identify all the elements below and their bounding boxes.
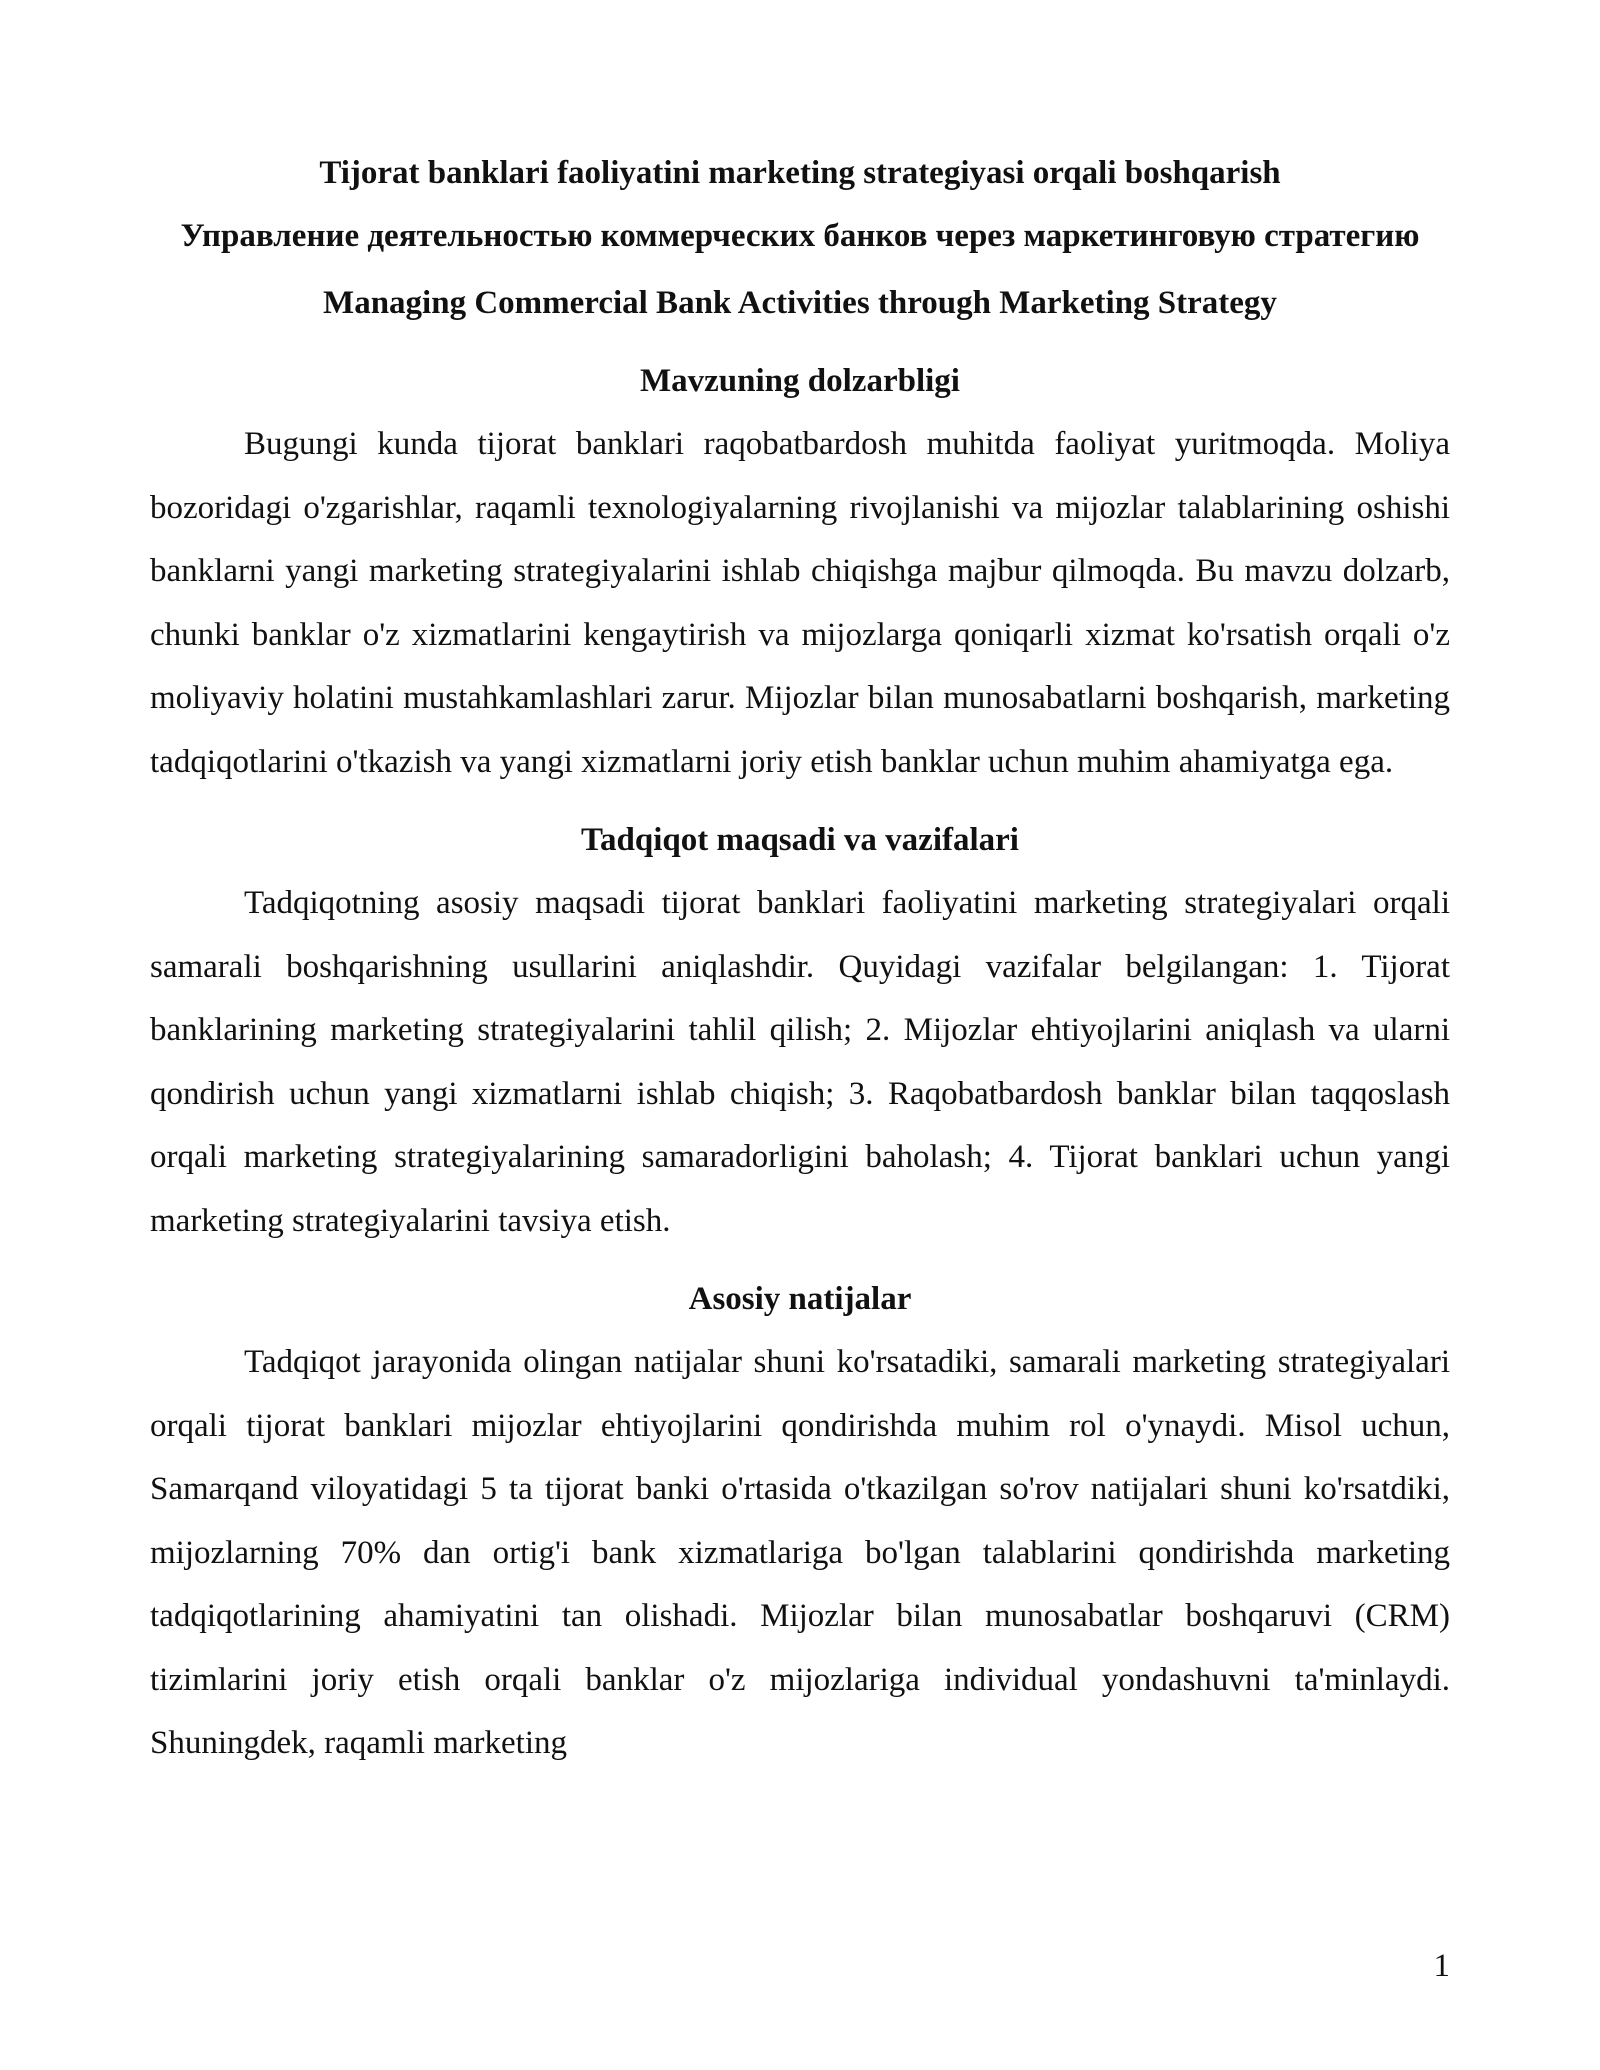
title-english: Managing Commercial Bank Activities through Marketing Strategy [323, 285, 1277, 321]
section-paragraph-results: Tadqiqot jarayonida olingan natijalar shuni ko'rsatadiki, samarali marketing strategiyalari orqali tijorat banklari mijozlar ehtiyojlarini qondirishda muhim rol o'ynaydi. Misol uchun, Samarqand viloyatidagi 5 ta tijorat banki o'rtasida o'tkazilgan so'rov natijalari shuni ko'rsatdiki, mijozlarning 70% dan ortig'i bank xizmatlariga bo'lgan talablarini qondirishda marketing tadqiqotlarining ahamiyatini tan olishadi. Mijozlar bilan munosabatlar boshqaruvi (CRM) tizimlarini joriy etish orqali banklar o'z mijozlariga individual yondashuvni ta'minlaydi. Shuningdek, raqamli marketing [150, 1344, 1450, 1761]
section-heading-relevance: Mavzuning dolzarbligi [640, 363, 960, 399]
section-paragraph-goals: Tadqiqotning asosiy maqsadi tijorat banklari faoliyatini marketing strategiyalari orqali samarali boshqarishning usullarini aniqlashdir. Quyidagi vazifalar belgilangan: 1. Tijorat banklarining marketing strategiyalarini tahlil qilish; 2. Mijozlar ehtiyojlarini aniqlash va ularni qondirish uchun yangi xizmatlarni ishlab chiqish; 3. Raqobatbardosh banklar bilan taqqoslash orqali marketing strategiyalarining samaradorligini baholash; 4. Tijorat banklari uchun yangi marketing strategiyalarini tavsiya etish. [150, 885, 1450, 1239]
document-page [150, 142, 1450, 1776]
section-paragraph-relevance: Bugungi kunda tijorat banklari raqobatbardosh muhitda faoliyat yuritmoqda. Moliya bozoridagi o'zgarishlar, raqamli texnologiyalarning rivojlanishi va mijozlar talablarining oshishi banklarni yangi marketing strategiyalarini ishlab chiqishga majbur qilmoqda. Bu mavzu dolzarb, chunki banklar o'z xizmatlarini kengaytirish va mijozlarga qoniqarli xizmat ko'rsatish orqali o'z moliyaviy holatini mustahkamlashlari zarur. Mijozlar bilan munosabatlarni boshqarish, marketing tadqiqotlarini o'tkazish va yangi xizmatlarni joriy etish banklar uchun muhim ahamiyatga ega. [150, 426, 1450, 780]
title-russian: Управление деятельностью коммерческих банков через маркетинговую стратегию [180, 218, 1420, 254]
section-heading-goals: Tadqiqot maqsadi va vazifalari [581, 822, 1019, 858]
page-number: 1 [1433, 1948, 1450, 1984]
title-uzbek: Tijorat banklari faoliyatini marketing strategiyasi orqali boshqarish [319, 155, 1281, 191]
section-heading-results: Asosiy natijalar [688, 1281, 912, 1317]
